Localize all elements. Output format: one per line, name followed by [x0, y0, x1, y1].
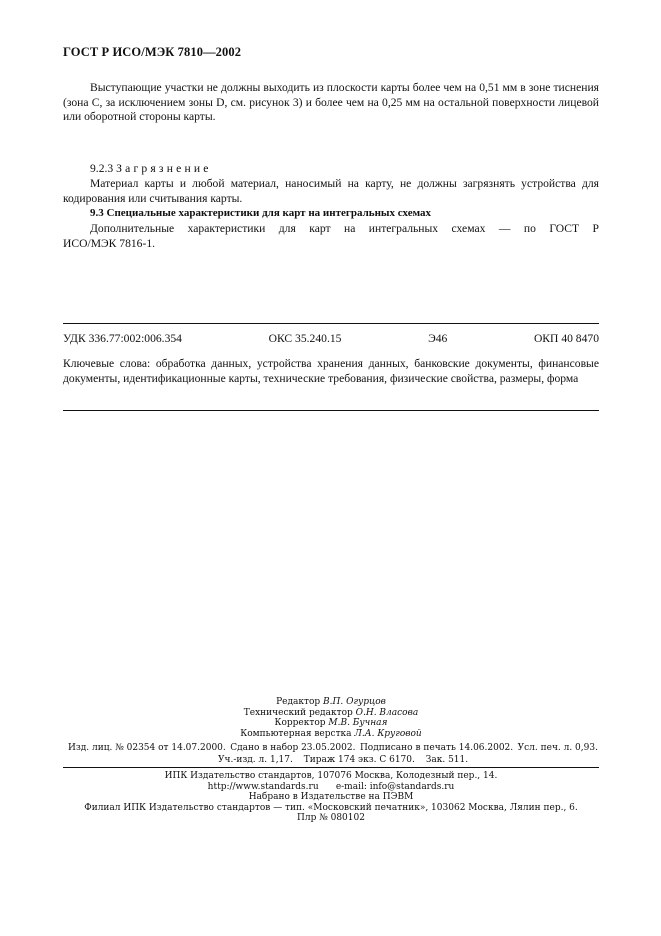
publisher-email[interactable]: e-mail: info@standards.ru: [335, 781, 455, 792]
print-sheets: Усл. печ. л. 0,93.: [517, 743, 598, 753]
divider-imprint: [63, 767, 599, 768]
print-run: Тираж 174 экз. С 6170.: [303, 755, 415, 765]
paragraph-ic-cards-line1: Дополнительные характеристики для карт на интегральных схемах — по ГОСТ Р: [90, 222, 599, 235]
signed-date: Подписано в печать 14.06.2002.: [359, 743, 514, 753]
credit-proofreader: Корректор М.В. Бучная: [274, 718, 388, 728]
credits-block: [63, 697, 599, 739]
paragraph-protrusions: Выступающие участки не должны выходить из плоскости карты более чем на 0,51 мм в зоне тиснения (зона C, за исключением зоны D, см. рисунок 3) и более чем на 0,25 мм на остальной поверхности лицевой или оборотной стороны карты.: [63, 81, 599, 123]
publisher-contacts: [63, 782, 599, 793]
keywords-paragraph: Ключевые слова: обработка данных, устройства хранения данных, банковские документы, финансовые документы, идентификационные карты, технические требования, физические свойства, размеры, форма: [63, 357, 599, 385]
udk-code: УДК 336.77:002:006.354: [63, 332, 182, 345]
divider-top: [63, 323, 599, 324]
order-number: Зак. 511.: [425, 755, 469, 765]
typeset-note: Набрано в Издательстве на ПЭВМ: [248, 792, 414, 802]
section-9-2-3-heading: [90, 162, 212, 177]
section-number: 9.2.3: [90, 162, 114, 175]
printer-address: Филиал ИПК Издательство стандартов — тип. «Московский печатник», 103062 Москва, Лялин пер., 6.: [84, 802, 578, 813]
classification-row: [63, 332, 599, 345]
publisher-block: [63, 771, 599, 824]
divider-bottom: [63, 410, 599, 411]
credit-tech-editor: Технический редактор О.Н. Власова: [243, 707, 419, 718]
publisher-website[interactable]: http://www.standards.ru: [207, 781, 319, 792]
publication-details-row2: [218, 755, 476, 765]
paragraph-ic-cards-line2: ИСО/МЭК 7816-1.: [63, 237, 156, 250]
publication-details-row1: [68, 743, 598, 754]
okp-code: ОКП 40 8470: [533, 332, 599, 345]
publisher-address: ИПК Издательство стандартов, 107076 Москва, Колодезный пер., 14.: [164, 771, 498, 781]
e-code: Э46: [428, 332, 448, 345]
typeset-date: Сдано в набор 23.05.2002.: [230, 743, 356, 753]
section-title: Загрязнение: [116, 162, 212, 175]
credit-layout: Компьютерная верстка Л.А. Круговой: [240, 728, 422, 739]
pub-sheets: Уч.-изд. л. 1,17.: [218, 755, 293, 765]
page-header: ГОСТ Р ИСО/МЭК 7810—2002: [63, 45, 242, 59]
paragraph-contamination: Материал карты и любой материал, наносимый на карту, не должны загрязнять устройства для кодирования или считывания карты.: [63, 177, 599, 205]
section-9-3-heading: 9.3 Специальные характеристики для карт на интегральных схемах: [90, 207, 432, 219]
license-number: Изд. лиц. № 02354 от 14.07.2000.: [68, 743, 226, 753]
credit-editor: Редактор В.П. Огурцов: [276, 697, 386, 707]
oks-code: ОКС 35.240.15: [268, 332, 342, 345]
plr-number: Плр № 080102: [297, 813, 365, 823]
